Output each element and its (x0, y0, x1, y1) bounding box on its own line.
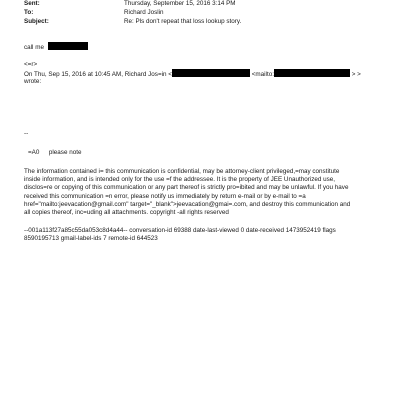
sent-row (24, 0, 236, 8)
quote-part1: On Thu, Sep 15, 2016 at 10:45 AM, Richard Jos=in < (24, 71, 172, 78)
quote-end: > > (351, 71, 361, 78)
subject-row (24, 18, 241, 26)
separator-dashes: -- (24, 130, 29, 137)
disclaimer-line: all copies thereof, inc=uding all attachments. copyright -all rights reserved (24, 209, 229, 216)
disclaimer-line: href="mailto:jeevacation@gmail.com" target="_blank">jeevacation@gmai=.com, and destroy this communication and (24, 201, 351, 208)
metadata-line: --001a113f27a85c55da053c8d4a44-- conversation-id 69388 date-last-viewed 0 date-received 1473952419 flags (24, 227, 336, 234)
note-line (28, 149, 81, 157)
disclaimer-line: inside information, and is intended only for the use =f the addressee. It is the property of JEE Unauthorized use, (24, 176, 336, 183)
quote-header-line (24, 69, 361, 79)
marker-line: <=r> (24, 61, 38, 68)
metadata-line: 8590195713 gmail-label-ids 7 remote-id 644523 (24, 235, 158, 242)
subject-label: Subject: (24, 18, 49, 25)
disclaimer-line: disclos=re or copying of this communication or any part thereof is strictly pro=ibited and may be unlawful. If you have (24, 184, 349, 191)
redaction-block (172, 69, 250, 77)
subject-value: Re: Pls don't repeat that loss lookup story. (124, 18, 242, 25)
redaction-block (48, 42, 88, 50)
disclaimer-line: The information contained i= this communication is confidential, may be attorney-client privileged,=may constitute (24, 168, 340, 175)
to-label: To: (24, 9, 34, 16)
greeting-line (24, 42, 88, 52)
quote-wrote-line: wrote: (24, 78, 42, 85)
disclaimer-line: received this communication =n error, please notify us immediately by return e-mail or by e-mail to =a (24, 193, 306, 200)
quote-mailto: <mailto: (251, 71, 274, 78)
note-text: please note (48, 149, 82, 156)
to-row (24, 9, 164, 17)
sent-label: Sent: (24, 0, 40, 7)
redaction-block (274, 69, 350, 77)
sent-value: Thursday, September 15, 2016 3:14 PM (124, 0, 236, 7)
note-prefix: =A0 (28, 149, 40, 156)
greeting-text: call me (24, 44, 44, 51)
to-value: Richard Joslin (124, 9, 164, 16)
